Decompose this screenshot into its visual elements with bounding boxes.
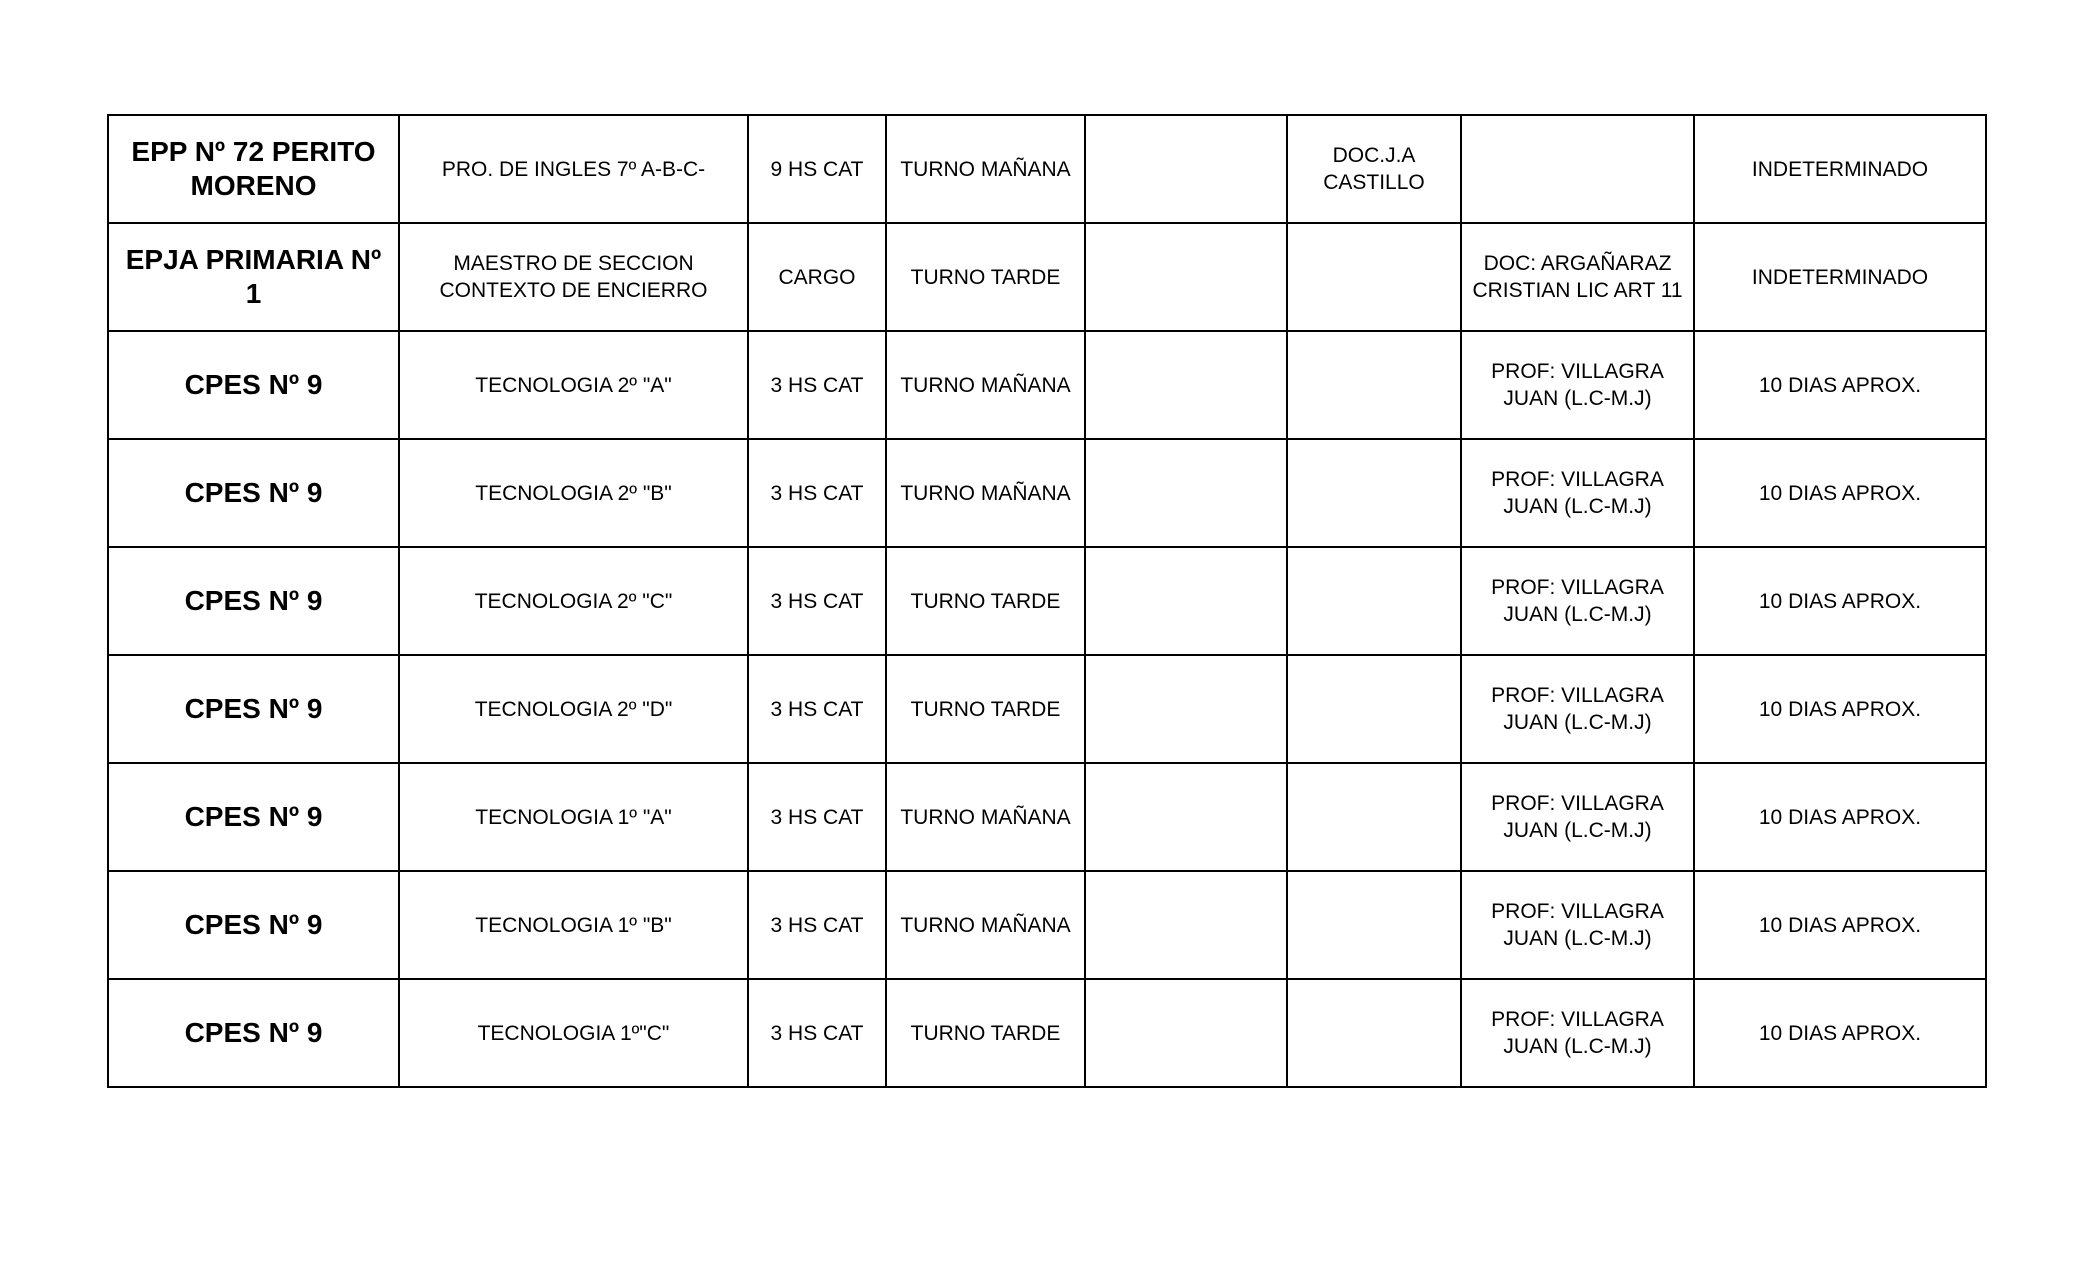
blank-cell bbox=[1085, 655, 1287, 763]
duration-cell: 10 DIAS APROX. bbox=[1694, 655, 1986, 763]
duration-cell: 10 DIAS APROX. bbox=[1694, 547, 1986, 655]
shift-cell: TURNO TARDE bbox=[886, 223, 1085, 331]
table-row bbox=[108, 223, 1986, 331]
table-row bbox=[108, 871, 1986, 979]
duration-cell: 10 DIAS APROX. bbox=[1694, 439, 1986, 547]
shift-cell: TURNO MAÑANA bbox=[886, 115, 1085, 223]
blank-cell bbox=[1085, 439, 1287, 547]
subject-cell: TECNOLOGIA 2º "A" bbox=[399, 331, 748, 439]
subject-cell: MAESTRO DE SECCION CONTEXTO DE ENCIERRO bbox=[399, 223, 748, 331]
replacement-cell: PROF: VILLAGRA JUAN (L.C-M.J) bbox=[1461, 547, 1694, 655]
school-cell: CPES Nº 9 bbox=[108, 547, 399, 655]
table-row bbox=[108, 979, 1986, 1087]
teacher-cell bbox=[1287, 223, 1461, 331]
hours-cell: 3 HS CAT bbox=[748, 547, 886, 655]
duration-cell: 10 DIAS APROX. bbox=[1694, 331, 1986, 439]
duration-cell: 10 DIAS APROX. bbox=[1694, 979, 1986, 1087]
replacement-cell bbox=[1461, 115, 1694, 223]
hours-cell: 3 HS CAT bbox=[748, 979, 886, 1087]
shift-cell: TURNO MAÑANA bbox=[886, 439, 1085, 547]
blank-cell bbox=[1085, 763, 1287, 871]
replacement-cell: PROF: VILLAGRA JUAN (L.C-M.J) bbox=[1461, 763, 1694, 871]
shift-cell: TURNO TARDE bbox=[886, 979, 1085, 1087]
duration-cell: INDETERMINADO bbox=[1694, 115, 1986, 223]
teacher-cell bbox=[1287, 979, 1461, 1087]
blank-cell bbox=[1085, 979, 1287, 1087]
blank-cell bbox=[1085, 331, 1287, 439]
teacher-cell bbox=[1287, 331, 1461, 439]
replacement-cell: PROF: VILLAGRA JUAN (L.C-M.J) bbox=[1461, 979, 1694, 1087]
school-cell: EPJA PRIMARIA Nº 1 bbox=[108, 223, 399, 331]
duration-cell: 10 DIAS APROX. bbox=[1694, 871, 1986, 979]
hours-cell: 3 HS CAT bbox=[748, 439, 886, 547]
subject-cell: TECNOLOGIA 2º "D" bbox=[399, 655, 748, 763]
school-cell: EPP Nº 72 PERITO MORENO bbox=[108, 115, 399, 223]
table-row bbox=[108, 115, 1986, 223]
school-cell: CPES Nº 9 bbox=[108, 871, 399, 979]
blank-cell bbox=[1085, 871, 1287, 979]
school-cell: CPES Nº 9 bbox=[108, 763, 399, 871]
table-row bbox=[108, 331, 1986, 439]
blank-cell bbox=[1085, 115, 1287, 223]
subject-cell: TECNOLOGIA 2º "C" bbox=[399, 547, 748, 655]
duration-cell: INDETERMINADO bbox=[1694, 223, 1986, 331]
teacher-cell: DOC.J.A CASTILLO bbox=[1287, 115, 1461, 223]
replacement-cell: PROF: VILLAGRA JUAN (L.C-M.J) bbox=[1461, 331, 1694, 439]
table-row bbox=[108, 439, 1986, 547]
shift-cell: TURNO MAÑANA bbox=[886, 763, 1085, 871]
blank-cell bbox=[1085, 223, 1287, 331]
table-body bbox=[108, 115, 1986, 1087]
school-cell: CPES Nº 9 bbox=[108, 439, 399, 547]
teacher-cell bbox=[1287, 763, 1461, 871]
vacancy-table bbox=[107, 114, 1987, 1088]
teacher-cell bbox=[1287, 655, 1461, 763]
replacement-cell: PROF: VILLAGRA JUAN (L.C-M.J) bbox=[1461, 655, 1694, 763]
shift-cell: TURNO TARDE bbox=[886, 655, 1085, 763]
school-cell: CPES Nº 9 bbox=[108, 331, 399, 439]
replacement-cell: PROF: VILLAGRA JUAN (L.C-M.J) bbox=[1461, 871, 1694, 979]
teacher-cell bbox=[1287, 871, 1461, 979]
shift-cell: TURNO TARDE bbox=[886, 547, 1085, 655]
school-cell: CPES Nº 9 bbox=[108, 979, 399, 1087]
shift-cell: TURNO MAÑANA bbox=[886, 331, 1085, 439]
subject-cell: TECNOLOGIA 1º "B" bbox=[399, 871, 748, 979]
table-row bbox=[108, 547, 1986, 655]
shift-cell: TURNO MAÑANA bbox=[886, 871, 1085, 979]
hours-cell: 3 HS CAT bbox=[748, 871, 886, 979]
hours-cell: CARGO bbox=[748, 223, 886, 331]
subject-cell: TECNOLOGIA 1º "A" bbox=[399, 763, 748, 871]
teacher-cell bbox=[1287, 547, 1461, 655]
table-row bbox=[108, 655, 1986, 763]
hours-cell: 3 HS CAT bbox=[748, 331, 886, 439]
table-row bbox=[108, 763, 1986, 871]
school-cell: CPES Nº 9 bbox=[108, 655, 399, 763]
subject-cell: TECNOLOGIA 1º"C" bbox=[399, 979, 748, 1087]
subject-cell: TECNOLOGIA 2º "B" bbox=[399, 439, 748, 547]
hours-cell: 3 HS CAT bbox=[748, 763, 886, 871]
hours-cell: 3 HS CAT bbox=[748, 655, 886, 763]
hours-cell: 9 HS CAT bbox=[748, 115, 886, 223]
teacher-cell bbox=[1287, 439, 1461, 547]
replacement-cell: DOC: ARGAÑARAZ CRISTIAN LIC ART 11 bbox=[1461, 223, 1694, 331]
subject-cell: PRO. DE INGLES 7º A-B-C- bbox=[399, 115, 748, 223]
duration-cell: 10 DIAS APROX. bbox=[1694, 763, 1986, 871]
replacement-cell: PROF: VILLAGRA JUAN (L.C-M.J) bbox=[1461, 439, 1694, 547]
blank-cell bbox=[1085, 547, 1287, 655]
